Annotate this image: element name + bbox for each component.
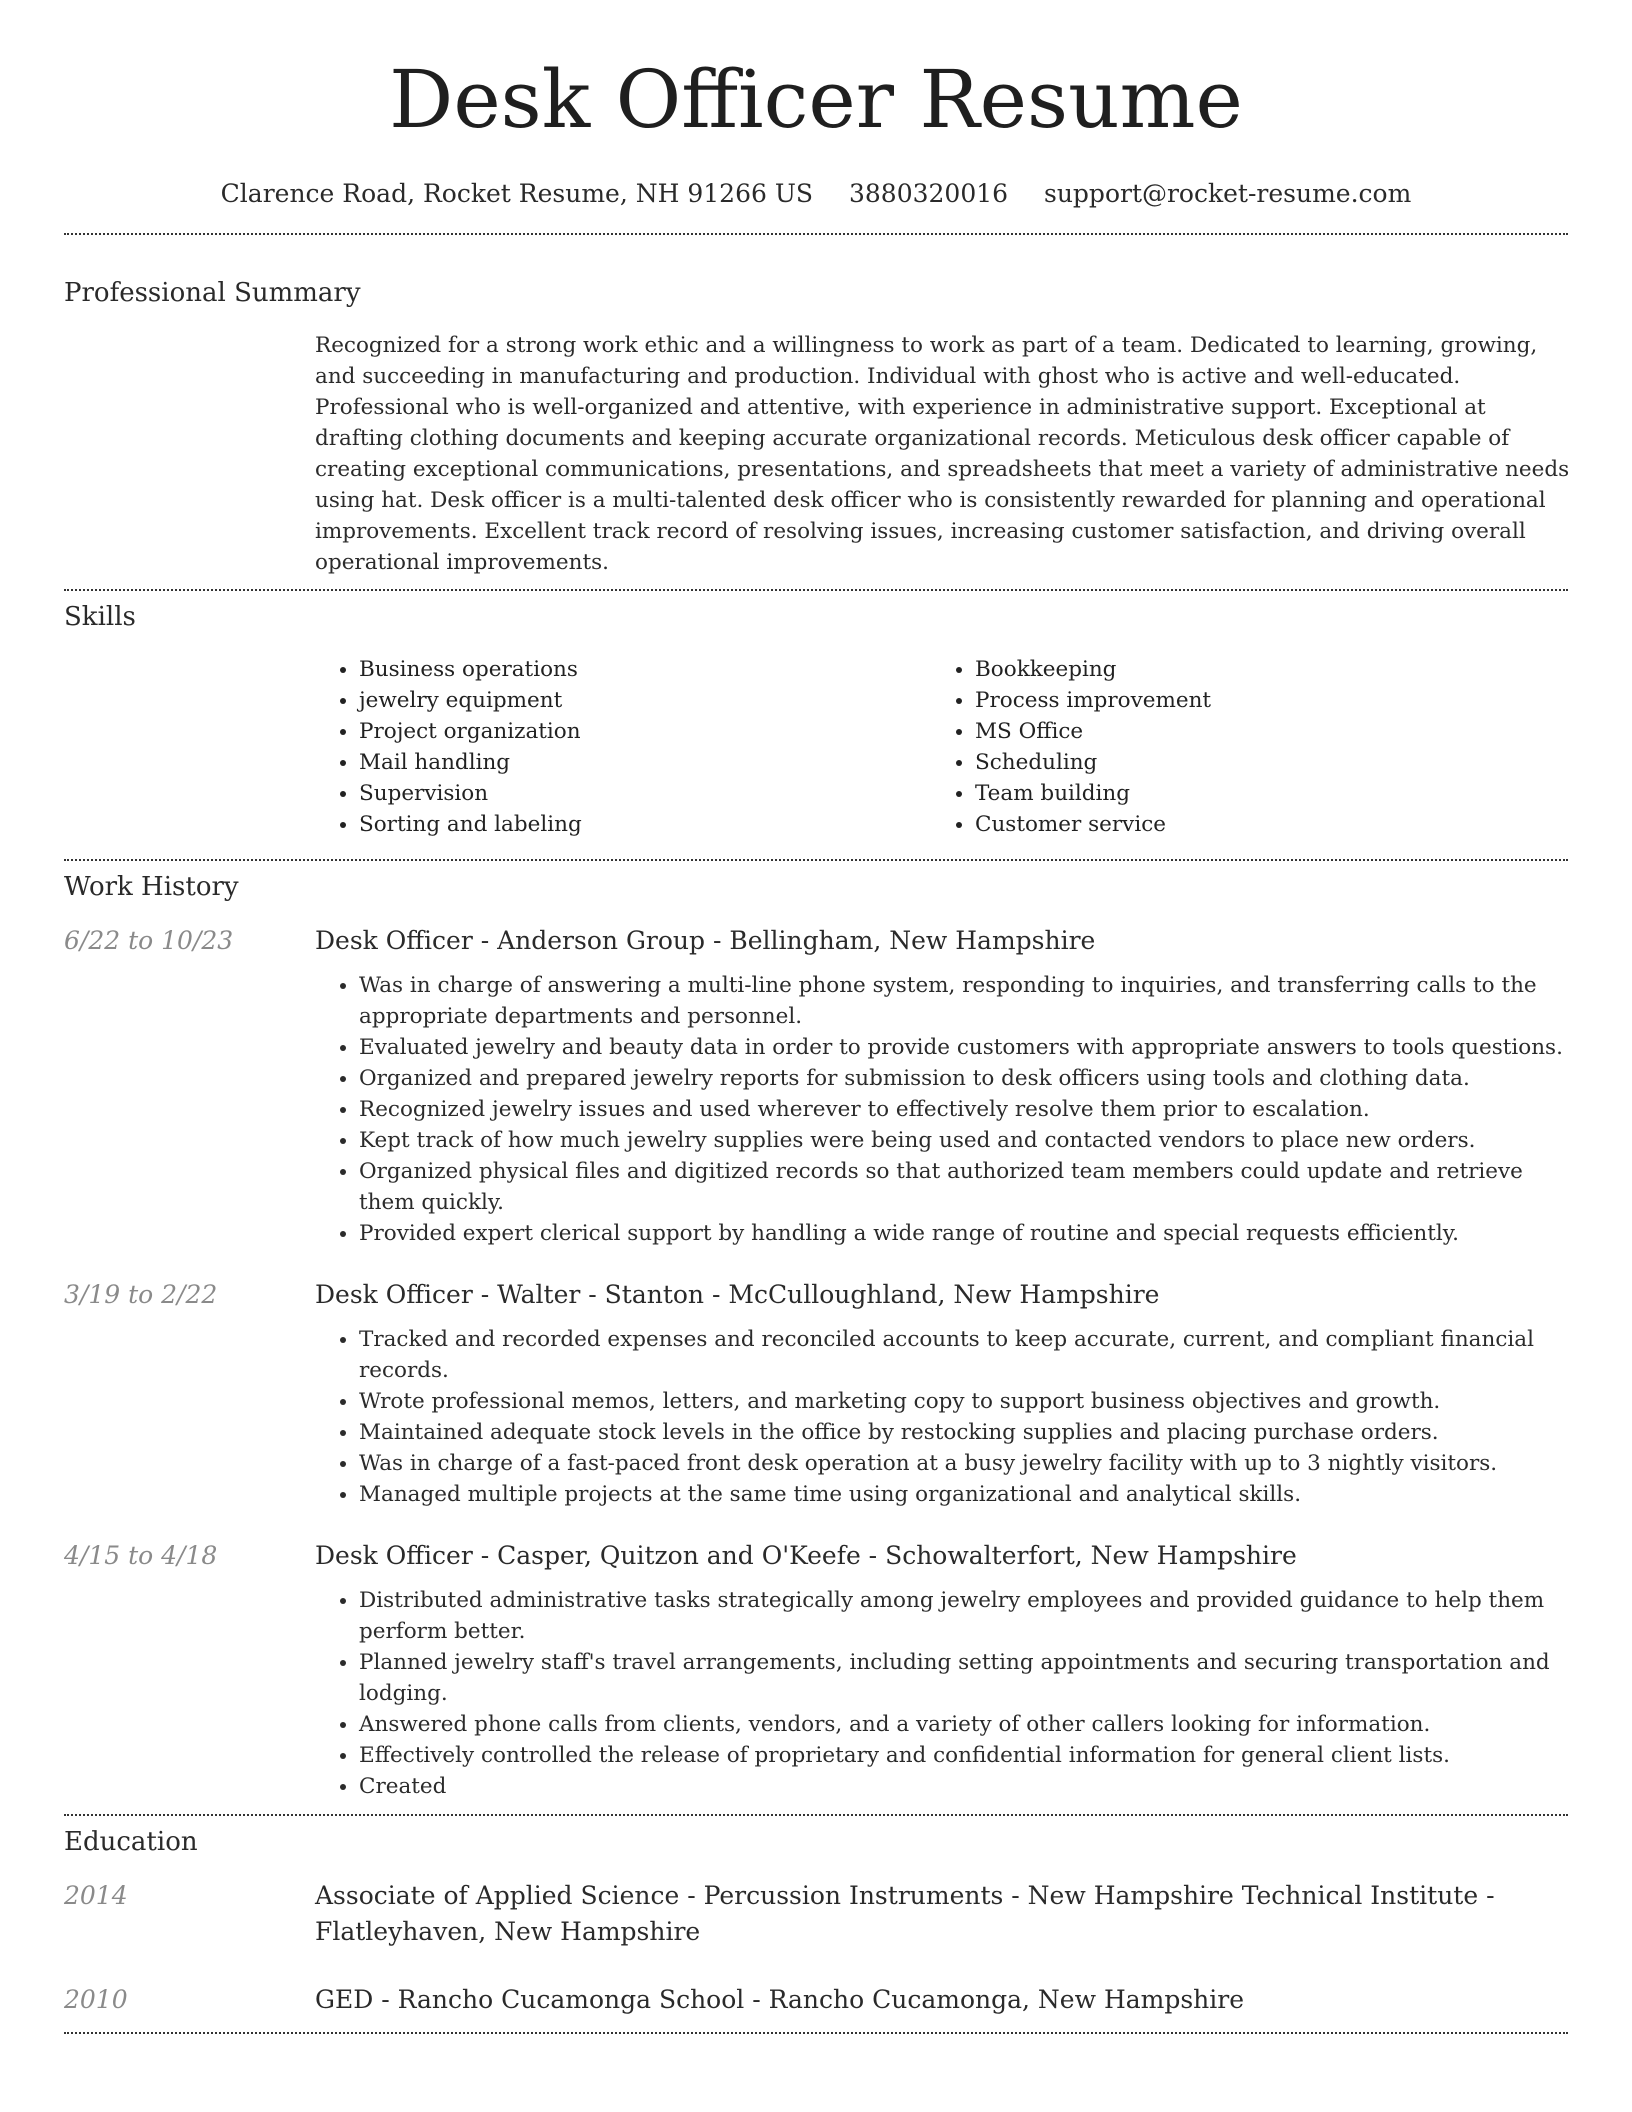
skills-list [315,654,1568,840]
skill-item: • Team building [975,778,1547,809]
education-entry [64,1878,1568,1950]
job-bullet: • Was in charge of answering a multi-line phone system, responding to inquiries, and transferring calls to the appropriate departments and personnel. [359,970,1568,1032]
job-dates: 3/19 to 2/22 [64,1280,218,1309]
summary-heading: Professional Summary [64,278,361,308]
job-bullet: • Planned jewelry staff's travel arrangements, including setting appointments and securing transportation and lodging. [359,1647,1568,1709]
skill-item: • Bookkeeping [975,654,1547,685]
job-bullet: • Recognized jewelry issues and used wherever to effectively resolve them prior to escalation. [359,1094,1568,1125]
contact-line [64,178,1568,210]
skill-item: • Sorting and labeling [359,809,931,840]
education-detail: Associate of Applied Science - Percussion Instruments - New Hampshire Technical Institute - Flatleyhaven, New Hampshire [315,1881,1495,1946]
job-bullet: • Kept track of how much jewelry supplies were being used and contacted vendors to place new orders. [359,1125,1568,1156]
job-dates: 4/15 to 4/18 [64,1541,218,1570]
job-bullets [315,1585,1568,1802]
job-bullet: • Wrote professional memos, letters, and marketing copy to support business objectives and growth. [359,1386,1568,1417]
job-title: Desk Officer - Casper, Quitzon and O'Keefe - Schowalterfort, New Hampshire [315,1541,1297,1570]
education-year: 2010 [64,1985,128,2014]
skills-column-right [931,654,1547,840]
job-bullet: • Effectively controlled the release of proprietary and confidential information for general client lists. [359,1740,1568,1771]
contact-address: Clarence Road, Rocket Resume, NH 91266 US [220,179,814,208]
education-heading: Education [64,1827,198,1857]
job-bullets [315,970,1568,1249]
skills-heading: Skills [64,602,136,632]
job-bullet: • Organized and prepared jewelry reports for submission to desk officers using tools and clothing data. [359,1063,1568,1094]
job-entry [64,1277,1568,1313]
job-bullet: • Distributed administrative tasks strategically among jewelry employees and provided guidance to help them perform better. [359,1585,1568,1647]
skills-column-left [315,654,931,840]
skill-item: • Process improvement [975,685,1547,716]
skill-item: • Mail handling [359,747,931,778]
job-bullet: • Answered phone calls from clients, vendors, and a variety of other callers looking for information. [359,1709,1568,1740]
job-bullet: • Organized physical files and digitized records so that authorized team members could update and retrieve them quickly. [359,1156,1568,1218]
job-bullet: • Created [359,1771,1568,1802]
job-bullet: • Evaluated jewelry and beauty data in order to provide customers with appropriate answers to tools questions. [359,1032,1568,1063]
job-bullet: • Maintained adequate stock levels in the office by restocking supplies and placing purchase orders. [359,1417,1568,1448]
contact-phone: 3880320016 [848,179,1009,208]
job-bullet: • Tracked and recorded expenses and reconciled accounts to keep accurate, current, and compliant financial records. [359,1324,1568,1386]
section-divider [64,589,1568,591]
job-title: Desk Officer - Anderson Group - Bellingham, New Hampshire [315,926,1096,955]
job-bullets [315,1324,1568,1510]
section-divider [64,2032,1568,2034]
job-entry [64,923,1568,959]
skill-item: • Business operations [359,654,931,685]
job-dates: 6/22 to 10/23 [64,926,234,955]
skill-item: • Supervision [359,778,931,809]
job-bullet: • Provided expert clerical support by handling a wide range of routine and special requests efficiently. [359,1218,1568,1249]
education-entry [64,1982,1568,2018]
education-detail: GED - Rancho Cucamonga School - Rancho Cucamonga, New Hampshire [315,1985,1245,2014]
section-divider [64,859,1568,861]
skill-item: • jewelry equipment [359,685,931,716]
work-heading: Work History [64,872,239,902]
resume-title: Desk Officer Resume [389,53,1243,146]
skill-item: • MS Office [975,716,1547,747]
resume-page [64,0,1568,2034]
section-divider [64,1814,1568,1816]
section-divider [64,233,1568,235]
summary-text: Recognized for a strong work ethic and a willingness to work as part of a team. Dedicated to learning, growing, and succeeding in manufacturing and production. Individual with ghost who is active and well-educated. Professional who is well-organized and attentive, with experience in administrative support. Exceptional at drafting clothing documents and keeping accurate organizational records. Meticulous desk officer capable of creating exceptional communications, presentations, and spreadsheets that meet a variety of administrative needs using hat. Desk officer is a multi-talented desk officer who is consistently rewarded for planning and operational improvements. Excellent track record of resolving issues, increasing customer satisfaction, and driving overall operational improvements. [315,333,1570,575]
skill-item: • Scheduling [975,747,1547,778]
skill-item: • Customer service [975,809,1547,840]
job-title: Desk Officer - Walter - Stanton - McCulloughland, New Hampshire [315,1280,1160,1309]
job-bullet: • Managed multiple projects at the same time using organizational and analytical skills. [359,1479,1568,1510]
skill-item: • Project organization [359,716,931,747]
education-year: 2014 [64,1881,128,1910]
job-bullet: • Was in charge of a fast-paced front desk operation at a busy jewelry facility with up to 3 nightly visitors. [359,1448,1568,1479]
job-entry [64,1538,1568,1574]
contact-email: support@rocket-resume.com [1044,179,1412,208]
